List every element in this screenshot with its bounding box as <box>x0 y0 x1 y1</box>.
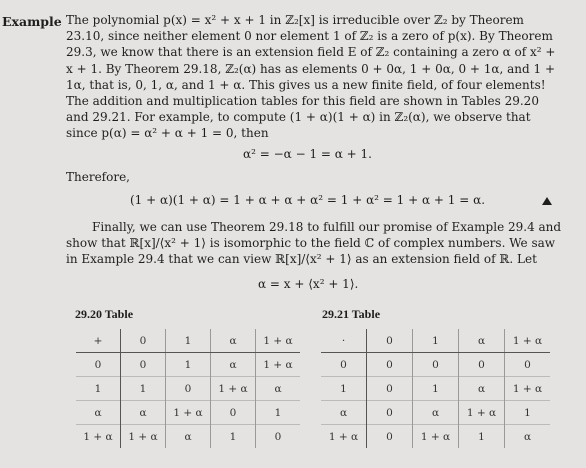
table-cell: α <box>321 401 367 425</box>
table-cell: 1 + α <box>166 401 211 425</box>
table-cell: 1 <box>211 425 256 449</box>
table-cell: 1 <box>166 353 211 377</box>
table-row <box>76 377 300 401</box>
table-row <box>321 425 550 449</box>
table-cell: 1 <box>413 329 459 353</box>
table-cell: α <box>459 329 505 353</box>
example-label: Example <box>2 14 62 29</box>
table-cell: 1 + α <box>505 329 551 353</box>
table-cell: 0 <box>166 377 211 401</box>
table-cell: 1 + α <box>121 425 166 449</box>
table-cell: α <box>505 425 551 449</box>
table-row <box>321 353 550 377</box>
table-cell: 1 + α <box>256 353 301 377</box>
table-cell: α <box>76 401 121 425</box>
table-cell: 1 + α <box>413 425 459 449</box>
table-cell: 0 <box>367 425 413 449</box>
table-cell: 0 <box>76 353 121 377</box>
table-cell: + <box>76 329 121 353</box>
table-cell: 0 <box>367 329 413 353</box>
end-of-example-icon <box>542 197 552 205</box>
table-cell: α <box>459 377 505 401</box>
paragraph-2: Finally, we can use Theorem 29.18 to fulfill our promise of Example 29.4 and show that ℝ[x]/⟨x² + 1⟩ is isomorphic to the field ℂ of complex numbers. We saw in Example 29.4 that we can view ℝ[x]/⟨x² + 1⟩ as an extension field of ℝ. Let <box>66 220 562 267</box>
equation-product: (1 + α)(1 + α) = 1 + α + α + α² = 1 + α² = 1 + α + 1 = α. <box>130 193 486 207</box>
table-cell: α <box>121 401 166 425</box>
table-cell: 1 + α <box>505 377 551 401</box>
table-cell: 0 <box>211 401 256 425</box>
table-cell: 0 <box>505 353 551 377</box>
table-cell: 0 <box>459 353 505 377</box>
table-cell: 0 <box>367 401 413 425</box>
table-cell: 1 + α <box>459 401 505 425</box>
table-cell: 1 <box>505 401 551 425</box>
table-29-21-caption: 29.21 Table <box>322 307 381 321</box>
table-29-20-caption: 29.20 Table <box>75 307 134 321</box>
table-row <box>76 425 300 449</box>
table-cell: 1 <box>459 425 505 449</box>
table-cell: α <box>211 329 256 353</box>
table-cell: 1 + α <box>321 425 367 449</box>
table-row <box>76 329 300 353</box>
table-cell: 1 + α <box>256 329 301 353</box>
table-cell: 0 <box>367 353 413 377</box>
table-cell: 1 <box>413 377 459 401</box>
table-cell: α <box>413 401 459 425</box>
table-cell: 1 + α <box>211 377 256 401</box>
addition-table <box>76 329 300 448</box>
table-cell: 0 <box>256 425 301 449</box>
table-cell: 1 <box>256 401 301 425</box>
table-cell: 1 <box>121 377 166 401</box>
table-cell: 1 <box>321 377 367 401</box>
therefore-text: Therefore, <box>66 170 130 184</box>
table-row <box>76 353 300 377</box>
table-cell: · <box>321 329 367 353</box>
equation-alpha-def: α = x + ⟨x² + 1⟩. <box>258 277 359 291</box>
table-row <box>321 401 550 425</box>
paragraph-1: The polynomial p(x) = x² + x + 1 in ℤ₂[x] is irreducible over ℤ₂ by Theorem 23.10, since neither element 0 nor element 1 of ℤ₂ is a zero of p(x). By Theorem 29.3, we know that there is an extension field E of ℤ₂ containing a zero α of x² + x + 1. By Theorem 29.18, ℤ₂(α) has as elements 0 + 0α, 1 + 0α, 0 + 1α, and 1 + 1α, that is, 0, 1, α, and 1 + α. This gives us a new finite field, of four elements! The addition and multiplication tables for this field are shown in Tables 29.20 and 29.21. For example, to compute (1 + α)(1 + α) in ℤ₂(α), we observe that since p(α) = α² + α + 1 = 0, then <box>66 13 556 141</box>
table-cell: 1 <box>76 377 121 401</box>
equation-alpha-squared: α² = −α − 1 = α + 1. <box>243 147 372 161</box>
table-cell: 0 <box>121 353 166 377</box>
table-cell: 0 <box>321 353 367 377</box>
table-cell: 0 <box>367 377 413 401</box>
table-row <box>321 377 550 401</box>
multiplication-table <box>321 329 550 448</box>
table-cell: α <box>256 377 301 401</box>
table-cell: α <box>166 425 211 449</box>
table-row <box>321 329 550 353</box>
table-cell: 0 <box>121 329 166 353</box>
table-cell: 1 <box>166 329 211 353</box>
table-row <box>76 401 300 425</box>
table-cell: 0 <box>413 353 459 377</box>
table-cell: α <box>211 353 256 377</box>
table-cell: 1 + α <box>76 425 121 449</box>
